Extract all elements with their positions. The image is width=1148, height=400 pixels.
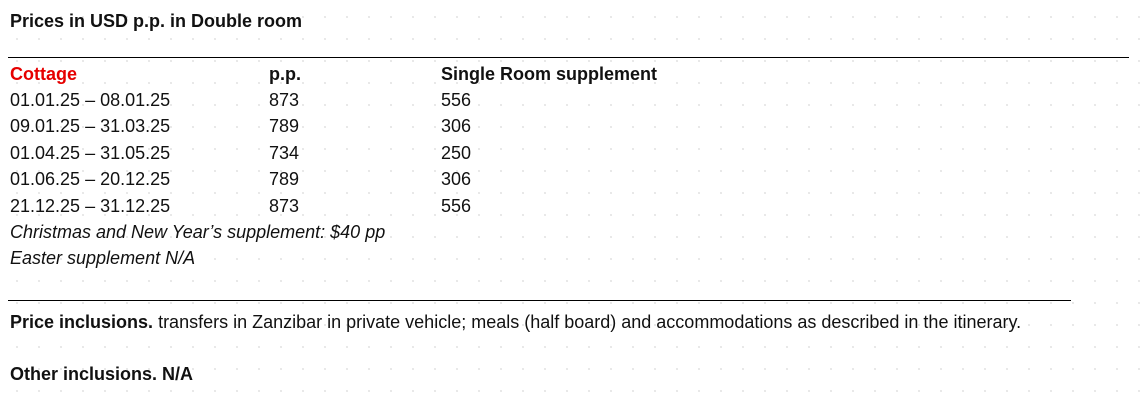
table-row-single: 306 [441,169,472,189]
top-divider [8,57,1129,58]
table-row-single: 250 [441,143,472,163]
price-inclusions [10,312,1021,333]
header-single-supplement: Single Room supplement [441,64,658,84]
price-inclusions-text: transfers in Zanzibar in private vehicle; meals (half board) and accommodations as described in the itinerary. [153,312,1022,332]
table-row-pp: 789 [269,116,300,136]
christmas-supplement-note: Christmas and New Year’s supplement: $40 pp [10,222,386,242]
middle-divider [8,300,1071,301]
table-row-pp: 873 [269,196,300,216]
page-title: Prices in USD p.p. in Double room [10,11,303,31]
table-row-period: 01.06.25 – 20.12.25 [10,169,171,189]
header-cottage: Cottage [10,64,77,84]
table-row-period: 01.04.25 – 31.05.25 [10,143,171,163]
table-row-single: 306 [441,116,472,136]
other-inclusions: Other inclusions. N/A [10,364,194,384]
header-pp: p.p. [269,64,301,84]
table-row-pp: 734 [269,143,300,163]
table-row-pp: 873 [269,90,300,110]
table-row-period: 09.01.25 – 31.03.25 [10,116,171,136]
easter-supplement-note: Easter supplement N/A [10,248,196,268]
table-row-period: 21.12.25 – 31.12.25 [10,196,171,216]
table-row-single: 556 [441,196,472,216]
table-row-single: 556 [441,90,472,110]
price-inclusions-label: Price inclusions. [10,312,154,332]
table-row-period: 01.01.25 – 08.01.25 [10,90,171,110]
table-row-pp: 789 [269,169,300,189]
